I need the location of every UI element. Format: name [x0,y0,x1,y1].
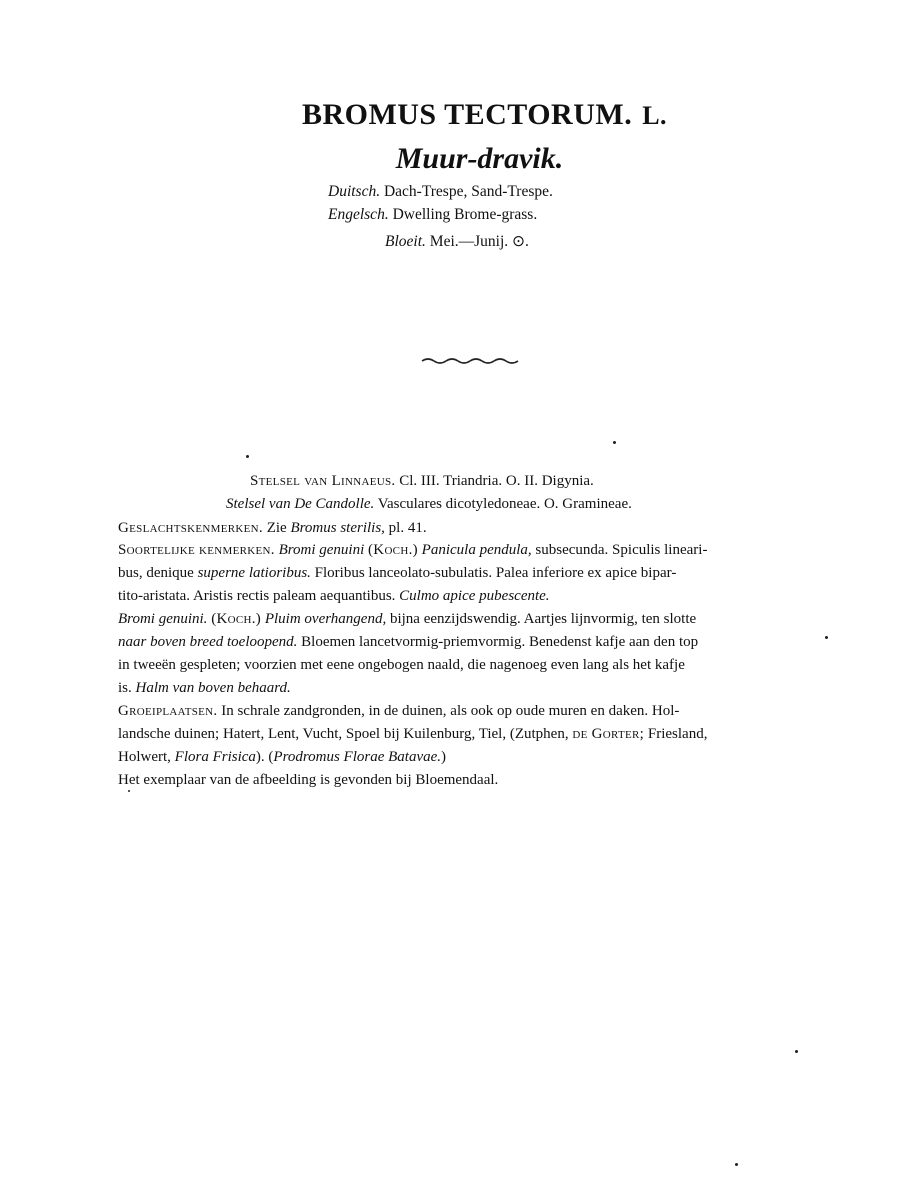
author-abbrev: L. [642,101,668,130]
habitat-line-2 [118,723,707,746]
habitat-text: ). ( [255,749,274,765]
linnaeus-line [250,470,594,493]
genus-label: Geslachtskenmerken. [118,520,263,536]
print-speck [246,455,249,458]
habitat-author: de Gorter; [572,726,645,742]
species-italic: Pluim overhangend, [264,611,387,627]
species-latin-line-3 [118,585,550,608]
species-italic: naar boven breed toeloopend. [118,634,298,650]
flowering-label: Bloeit. [385,233,426,250]
specimen-line [118,769,498,792]
english-names: Dwelling Brome-grass. [392,206,538,223]
species-dutch-line-4 [118,677,291,700]
page-title [0,98,899,132]
habitat-text: Friesland, [647,726,708,742]
species-text: in tweeën gespleten; voorzien met eene ongebogen naald, die nagenoeg even lang als het kafje [118,657,685,673]
linnaeus-classification: Cl. III. Triandria. O. II. Digynia. [399,473,594,489]
habitat-line-3 [118,746,446,769]
description-body [118,470,808,788]
specimen-text: Het exemplaar van de afbeelding is gevonden bij Bloemendaal. [118,772,499,788]
species-dutch-line-3 [118,654,685,677]
species-italic: Halm van boven behaard. [135,680,291,696]
english-label: Engelsch. [328,206,389,223]
species-text: Bloemen lancetvormig-priemvormig. Benedenst kafje aan den top [301,634,699,650]
candolle-line [226,493,632,516]
print-speck [613,441,616,444]
species-latin-line-1 [118,539,707,562]
species-name: BROMUS TECTORUM. [301,98,633,131]
candolle-label: Stelsel van De Candolle. [226,496,375,512]
genus-plate: pl. 41. [388,520,427,536]
habitat-prodromus-ref: Prodromus Florae Batavae. [273,749,442,765]
german-names: Dach-Trespe, Sand-Trespe. [383,183,553,200]
candolle-classification: Vasculares dicotyledoneae. O. Gramineae. [377,496,632,512]
habitat-text: In schrale zandgronden, in de duinen, als ook op oude muren en daken. Hol- [221,703,680,719]
species-dutch-line-1 [118,608,696,631]
flowering-line [385,232,529,251]
species-panicle: Panicula pendula, [421,542,532,558]
species-latin-line-2 [118,562,676,585]
habitat-label: Groeiplaatsen. [118,703,218,719]
dutch-name: Muur-dravik. [395,142,564,175]
species-italic: Culmo apice pubescente. [399,588,550,604]
habitat-text: ) [441,749,447,765]
german-name-line [328,183,553,201]
habitat-text: Holwert, [118,749,171,765]
species-group: Bromi genuini [278,542,365,558]
species-text: tito-aristata. Aristis rectis paleam aequantibus. [118,588,396,604]
ornamental-divider [420,354,520,368]
print-speck [795,1050,798,1053]
species-text: subsecunda. Spiculis lineari- [535,542,708,558]
print-speck [735,1163,738,1166]
german-label: Duitsch. [328,183,381,200]
species-text: Floribus lanceolato-subulatis. Palea inferiore ex apice bipar- [314,565,677,581]
habitat-text: landsche duinen; Hatert, Lent, Vucht, Spoel bij Kuilenburg, Tiel, (Zutphen, [118,726,569,742]
species-group: Bromi genuini. [118,611,208,627]
linnaeus-label: Stelsel van Linnaeus. [250,473,396,489]
species-label: Soortelijke kenmerken. [118,542,275,558]
print-speck [825,636,828,639]
genus-reference: Bromus sterilis, [290,520,385,536]
english-name-line [328,206,537,224]
genus-text: Zie [266,520,287,536]
species-text: bijna eenzijdswendig. Aartjes lijnvormig, ten slotte [389,611,697,627]
species-dutch-line-2 [118,631,698,654]
species-text: is. [118,680,132,696]
habitat-flora-ref: Flora Frisica [174,749,256,765]
genus-line [118,517,427,540]
species-text: bus, denique [118,565,194,581]
species-italic: superne latioribus. [197,565,311,581]
flowering-period: Mei.—Junij. ⊙. [429,233,529,250]
species-authority: (Koch.) [368,542,418,558]
species-authority: (Koch.) [211,611,262,627]
habitat-line-1 [118,700,679,723]
